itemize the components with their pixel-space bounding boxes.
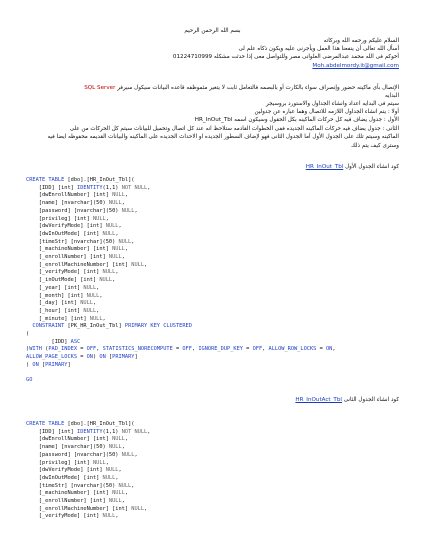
code-line: GO <box>26 377 33 384</box>
step-1: سيتم فى البدايه اعداد وانشاء الجداول والاستورد بروسيجر <box>265 101 399 107</box>
intro-text: الإتصال بأى ماكينه حضور وإنصراف سواء بالكارت أو بالبصمه فالتعامل ثابت لا يتغير مثموظفه قاعده البيانات سيكول سيرفر <box>117 85 399 91</box>
code-line: [_machineNumber] [int] NULL, <box>26 246 129 253</box>
code-line: [name] [nvarchar](50) NULL, <box>26 200 125 207</box>
code-line: [_day] [int] NULL, <box>26 300 97 307</box>
code-line: [_hour] [int] NULL, <box>26 307 100 314</box>
code-line <box>26 370 336 378</box>
code1-title-en: HR_InOut_Tbl <box>305 164 344 170</box>
bismillah: بسم الله الرحمن الرحيم <box>184 28 241 34</box>
code-line: )WITH (PAD_INDEX = OFF, STATISTICS_NORECOMPUTE = OFF, IGNORE_DUP_KEY = OFF, ALLOW_ROW_LOCKS = ON, <box>26 346 336 353</box>
code-line: [password] [nvarchar](50) NULL, <box>26 451 138 458</box>
code-line: [_inOutMode] [int] NULL, <box>26 277 116 284</box>
code2-title-ar: كود انشاء الجدول الثانى <box>343 397 399 403</box>
code-line: ) ON [PRIMARY] <box>26 361 71 368</box>
code-line: [_month] [int] NULL, <box>26 292 103 299</box>
code-line: [dwVerifyMode] [int] NULL, <box>26 467 122 474</box>
code-line: [dwEnrollNumber] [int] NULL, <box>26 192 129 199</box>
intro-line <box>26 85 399 93</box>
code-line: CREATE TABLE [dbo].[HR_InOut_Tbl]( <box>26 177 135 183</box>
sql-server-label: SQL Server <box>84 85 116 91</box>
code-line: [_enrollNumber] [int] NULL, <box>26 254 125 261</box>
code-line: [dwEnrollNumber] [int] NULL, <box>26 436 129 443</box>
code1-title <box>26 164 399 172</box>
sql-code-block-1 <box>26 177 336 385</box>
code-line: [_minute] [int] NULL, <box>26 315 106 322</box>
code-line: [privileg] [int] NULL, <box>26 215 109 222</box>
code-line: [IDD] [int] IDENTITY(1,1) NOT NULL, <box>26 428 151 435</box>
code2-title-en: HR_InOutAct_Tbl <box>295 397 342 403</box>
code-line: [privileg] [int] NULL, <box>26 459 109 466</box>
code-line: [timeStr] [nvarchar](50) NULL, <box>26 238 135 245</box>
code-line: CREATE TABLE [dbo].[HR_InOut_Tbl]( <box>26 421 135 427</box>
table-2-line: الثانى : جدول يضاف فيه حركات الماكينه الجديده ففى الخطوات القادمه ستلاحظ انه عند كل اتصال وتحميل للبيانات سيتم كل الحركات من على <box>69 126 399 132</box>
code-line: [_year] [int] NULL, <box>26 284 100 291</box>
code-line: [_verifyMode] [int] NULL, <box>26 513 119 520</box>
code-line: [IDD] [int] IDENTITY(1,1) NOT NULL, <box>26 184 151 191</box>
code-line: [dwInOutMode] [int] NULL, <box>26 474 119 481</box>
table-2-cont: الماكينه وسيتم تلك على الجدول الأول أما الجدول الثانى فهو لإضاف السطور الجديده او الاحداث الجديده على الماكينه والبيانات القديمه محفوظه ايضا فيه <box>47 134 399 140</box>
email-row <box>26 63 399 71</box>
table-2-end: وسترى كيف يتم ذلك <box>351 143 399 149</box>
intro-heading: البدايه <box>385 93 399 99</box>
code-line: CONSTRAINT [PK_HR_InOut_Tbl] PRIMARY KEY CLUSTERED <box>32 323 192 330</box>
code-line: [dwInOutMode] [int] NULL, <box>26 230 119 237</box>
code-line: [IDD] ASC <box>26 338 81 345</box>
code-line: [timeStr] [nvarchar](50) NULL, <box>26 482 135 489</box>
code-line: [password] [nvarchar](50) NULL, <box>26 207 138 214</box>
greeting: السلام عليكم ورحمه الله وبركاته <box>323 38 399 44</box>
code-line: [dwVerifyMode] [int] NULL, <box>26 223 122 230</box>
code-line: [_verifyMode] [int] NULL, <box>26 269 119 276</box>
code2-title <box>26 397 399 405</box>
email-link[interactable]: Moh.abdelmordy.it@gmail.com <box>312 63 399 69</box>
code-line: [_enrollMachineNumber] [int] NULL, <box>26 261 148 268</box>
step-2: أولا : يتم انشاء الجداول اللازمه للاتصال وهما عباره عن جدولين <box>254 109 399 115</box>
code1-title-ar: كود انشاء الجدول الأول <box>345 164 399 170</box>
dua-line: أسأل الله تعالى أن ينفعنا هذا العمل ويأجرنى عليه ويكون ذكاه علم لى <box>238 46 399 52</box>
author-line: أخوكم فى الله محمد عبدالمرضى العلوانى مصر وللتواصل معى إذا حدثت مشكله 01224710999 <box>172 54 399 60</box>
sql-code-block-2 <box>26 421 150 521</box>
code-line: [_machineNumber] [int] NULL, <box>26 490 129 497</box>
code-line: [_enrollMachineNumber] [int] NULL, <box>26 505 148 512</box>
code-line: [_enrollNumber] [int] NULL, <box>26 498 125 505</box>
table-1-line: الأول : جدول يضاف فيه كل حركات الماكينه بكل الحقول وسيكون اسمه HR_InOut_Tbl <box>194 117 399 123</box>
code-line: [name] [nvarchar](50) NULL, <box>26 444 125 451</box>
code-line: ALLOW_PAGE_LOCKS = ON) ON [PRIMARY] <box>26 354 138 361</box>
code-line: ( <box>26 331 30 338</box>
